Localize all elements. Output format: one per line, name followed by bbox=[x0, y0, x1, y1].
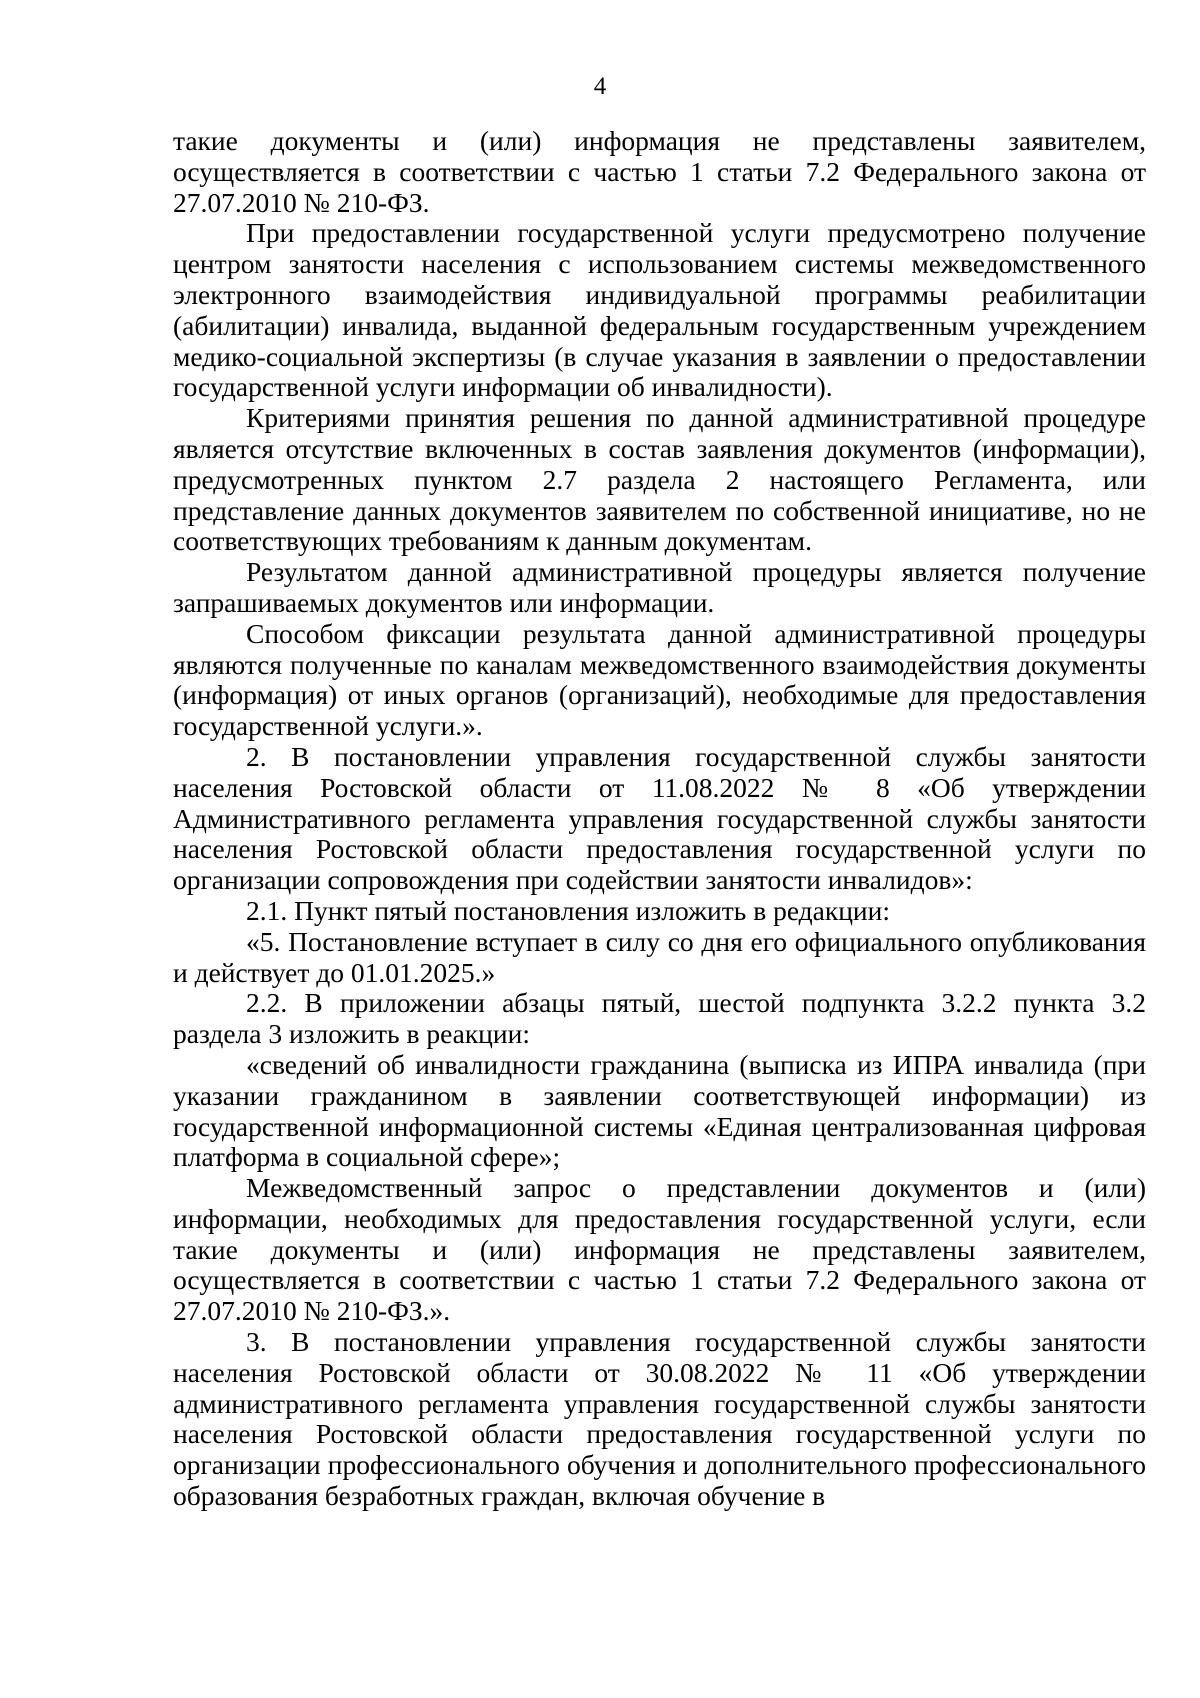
paragraph: 2.1. Пункт пятый постановления изложить в редакции: bbox=[246, 894, 891, 926]
paragraph: «5. Постановление вступает в силу со дня его официального опубликования и действует до 01.01.2025.» bbox=[173, 925, 1146, 988]
paragraph: Межведомственный запрос о представлении документов и (или) информации, необходимых для предоставления государственной услуги, если такие документы и (или) информация не представлены заявителем, осуществляется в соответствии с частью 1 статьи 7.2 Федерального закона от 27.07.2010 № 210-ФЗ.». bbox=[173, 1172, 1146, 1327]
paragraph: Способом фиксации результата данной административной процедуры являются полученные по каналам межведомственного взаимодействия документы (информация) от иных органов (организаций), необходимые для предоставления государственной услуги.». bbox=[173, 617, 1146, 742]
page-number: 4 bbox=[593, 73, 607, 100]
paragraph: такие документы и (или) информация не представлены заявителем, осуществляется в соответствии с частью 1 статьи 7.2 Федерального закона от 27.07.2010 № 210-ФЗ. bbox=[173, 125, 1146, 218]
paragraph: 2. В постановлении управления государственной службы занятости населения Ростовской области от 11.08.2022 № 8 «Об утверждении Административного регламента управления государственной службы занятости населения Ростовской области предоставления государственной услуги по организации сопровождения при содействии занятости инвалидов»: bbox=[173, 740, 1146, 896]
paragraph: 2.2. В приложении абзацы пятый, шестой подпункта 3.2.2 пункта 3.2 раздела 3 изложить в реакции: bbox=[173, 987, 1146, 1050]
paragraph: 3. В постановлении управления государственной службы занятости населения Ростовской области от 30.08.2022 № 11 «Об утверждении административного регламента управления государственной службы занятости населения Ростовской области предоставления государственной услуги по организации профессионального обучения и дополнительного профессионального образования безработных граждан, включая обучение в bbox=[173, 1326, 1146, 1512]
paragraph: Результатом данной административной процедуры является получение запрашиваемых документов или информации. bbox=[173, 556, 1146, 618]
paragraph: При предоставлении государственной услуги предусмотрено получение центром занятости населения с использованием системы межведомственного электронного взаимодействия индивидуальной программы реабилитации (абилитации) инвалида, выданной федеральным государственным учреждением медико-социальной экспертизы (в случае указания в заявлении о предоставлении государственной услуги информации об инвалидности). bbox=[173, 217, 1146, 403]
document-body bbox=[173, 126, 1146, 1512]
paragraph: Критериями принятия решения по данной административной процедуре является отсутствие включенных в состав заявления документов (информации), предусмотренных пунктом 2.7 раздела 2 настоящего Регламента, или представление данных документов заявителем по собственной инициативе, но не соответствующих требованиям к данным документам. bbox=[173, 402, 1146, 557]
paragraph: «сведений об инвалидности гражданина (выписка из ИПРА инвалида (при указании гражданином в заявлении соответствующей информации) из государственной информационной системы «Единая централизованная цифровая платформа в социальной сфере»; bbox=[173, 1048, 1146, 1173]
